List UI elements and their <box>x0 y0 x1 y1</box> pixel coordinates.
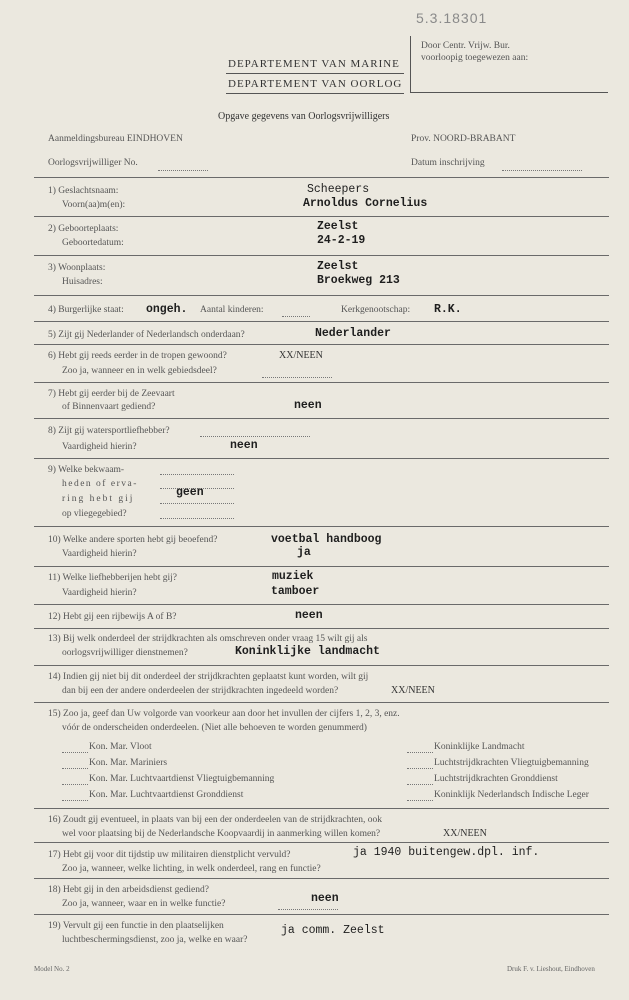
q10-sports-label: 10) Welke andere sporten hebt gij beoefend? <box>48 535 218 545</box>
q6-region-label: Zoo ja, wanneer en in welk gebiedsdeel? <box>62 366 217 376</box>
q15-option-naval-air-crew: Kon. Mar. Luchtvaartdienst Vliegtuigbemanning <box>89 774 275 784</box>
q10-skill-value: ja <box>297 546 311 559</box>
q15-option-naval-air-ground: Kon. Mar. Luchtvaartdienst Gronddienst <box>89 790 244 800</box>
q12-license-label: 12) Hebt gij een rijbewijs A of B? <box>48 612 177 622</box>
q8-answer: neen <box>230 439 258 452</box>
q18-answer: neen <box>311 892 339 905</box>
printer-credit: Druk F. v. Lieshout, Eindhoven <box>507 965 595 973</box>
q6-tropics-label: 6) Hebt gij reeds eerder in de tropen gewoond? <box>48 351 227 361</box>
q15-option-marines: Kon. Mar. Mariniers <box>89 758 168 768</box>
q15-instruction-label: vóór de onderscheiden onderdeelen. (Niet alle behoeven te worden genummerd) <box>62 723 367 733</box>
form-title: Opgave gegevens van Oorlogsvrijwilligers <box>218 111 390 122</box>
q6-tropics-answer: XX/NEEN <box>279 350 323 361</box>
q15-option-airforce-crew: Luchtstrijdkrachten Vliegtuigbemanning <box>434 758 589 768</box>
q5-nationality-label: 5) Zijt gij Nederlander of Nederlandsch onderdaan? <box>48 330 245 340</box>
q7-inland-label: of Binnenvaart gediend? <box>62 402 156 412</box>
q3-address-value: Broekweg 213 <box>317 274 400 287</box>
department-war-heading: DEPARTEMENT VAN OORLOG <box>228 78 403 90</box>
q4-marital-value: ongeh. <box>146 303 188 316</box>
q8-watersport-label: 8) Zijt gij watersportliefhebber? <box>48 426 170 436</box>
q9-line4: op vliegegebied? <box>62 509 127 519</box>
q4-church-label: Kerkgenootschap: <box>341 305 411 315</box>
q9-line2: heden of erva- <box>62 479 138 489</box>
registration-date-label: Datum inschrijving <box>411 158 485 168</box>
q4-marital-label: 4) Burgerlijke staat: <box>48 305 124 315</box>
q4-church-value: R.K. <box>434 303 462 316</box>
q9-line1: 9) Welke bekwaam- <box>48 465 125 475</box>
q17-answer: ja 1940 buitengew.dpl. inf. <box>353 846 540 859</box>
archive-stamp-number: 5.3.18301 <box>416 10 488 26</box>
department-marine-heading: DEPARTEMENT VAN MARINE <box>228 58 400 70</box>
q11-skill-value: tamboer <box>271 585 320 598</box>
q9-line3: ring hebt gij <box>62 494 135 504</box>
q2-birthplace-label: 2) Geboorteplaats: <box>48 224 119 234</box>
q11-hobbies-label: 11) Welke liefhebberijen hebt gij? <box>48 573 178 583</box>
volunteer-number-label: Oorlogsvrijwilliger No. <box>48 158 138 168</box>
q11-skill-label: Vaardigheid hierin? <box>62 588 137 598</box>
q13-branch-label: 13) Bij welk onderdeel der strijdkrachten als omschreven onder vraag 15 wilt gij als <box>48 634 368 644</box>
q8-skill-label: Vaardigheid hierin? <box>62 442 137 452</box>
q1-surname-value: Scheepers <box>307 183 370 196</box>
allocation-line1: Door Centr. Vrijw. Bur. <box>421 41 510 51</box>
q17-service-label: 17) Hebt gij voor dit tijdstip uw militairen dienstplicht vervuld? <box>48 850 291 860</box>
q2-birthdate-value: 24-2-19 <box>317 234 366 247</box>
q10-skill-label: Vaardigheid hierin? <box>62 549 137 559</box>
q1-firstnames-label: Voorn(aa)m(en): <box>62 200 126 210</box>
q12-answer: neen <box>295 609 323 622</box>
q13-answer: Koninklijke landmacht <box>235 645 380 658</box>
q15-option-army: Koninklijke Landmacht <box>434 742 525 752</box>
q3-address-label: Huisadres: <box>62 277 103 287</box>
q13-volunteer-label: oorlogsvrijwilliger dienstnemen? <box>62 648 188 658</box>
q7-answer: neen <box>294 399 322 412</box>
q16-consider-label: wel voor plaatsing bij de Nederlandsche Koopvaardij in aanmerking willen komen? <box>62 829 381 839</box>
q1-surname-label: 1) Geslachtsnaam: <box>48 186 119 196</box>
q3-residence-value: Zeelst <box>317 260 359 273</box>
q2-birthdate-label: Geboortedatum: <box>62 238 124 248</box>
q14-alternative-label: 14) Indien gij niet bij dit onderdeel der strijdkrachten geplaatst kunt worden, wilt gij <box>48 672 369 682</box>
q15-option-knil: Koninklijk Nederlandsch Indische Leger <box>434 790 589 800</box>
q19-airdefence-label: 19) Vervult gij een functie in den plaatselijken <box>48 921 224 931</box>
q5-nationality-value: Nederlander <box>315 327 391 340</box>
q4-children-label: Aantal kinderen: <box>200 305 264 315</box>
q10-sports-value: voetbal handboog <box>271 533 382 546</box>
q14-answer: XX/NEEN <box>391 685 435 696</box>
q15-preference-label: 15) Zoo ja, geef dan Uw volgorde van voorkeur aan door het invullen der cijfers 1, 2, 3, enz. <box>48 709 400 719</box>
q7-seafaring-label: 7) Hebt gij eerder bij de Zeevaart <box>48 389 175 399</box>
q18-labour-label: 18) Hebt gij in den arbeidsdienst gediend? <box>48 885 209 895</box>
allocation-line2: voorloopig toegewezen aan: <box>421 53 529 63</box>
q3-residence-label: 3) Woonplaats: <box>48 263 106 273</box>
q17-details-label: Zoo ja, wanneer, welke lichting, in welk onderdeel, rang en functie? <box>62 864 321 874</box>
province-label: Prov. NOORD-BRABANT <box>411 134 516 144</box>
registration-bureau-label: Aanmeldingsbureau EINDHOVEN <box>48 134 183 144</box>
q14-other-label: dan bij een der andere onderdeelen der strijdkrachten ingedeeld worden? <box>62 686 339 696</box>
q19-details-label: luchtbeschermingsdienst, zoo ja, welke en waar? <box>62 935 248 945</box>
q15-option-airforce-ground: Luchtstrijdkrachten Gronddienst <box>434 774 558 784</box>
q16-answer: XX/NEEN <box>443 828 487 839</box>
q16-merchant-label: 16) Zoudt gij eventueel, in plaats van bij een der onderdeelen van de strijdkrachten, ook <box>48 815 382 825</box>
q11-hobbies-value: muziek <box>272 570 314 583</box>
q18-details-label: Zoo ja, wanneer, waar en in welke functie? <box>62 899 226 909</box>
q2-birthplace-value: Zeelst <box>317 220 359 233</box>
q9-answer: geen <box>176 486 204 499</box>
q19-answer: ja comm. Zeelst <box>281 924 385 937</box>
q1-firstnames-value: Arnoldus Cornelius <box>303 197 428 210</box>
model-number: Model No. 2 <box>34 965 70 973</box>
q15-option-navy-fleet: Kon. Mar. Vloot <box>89 742 152 752</box>
